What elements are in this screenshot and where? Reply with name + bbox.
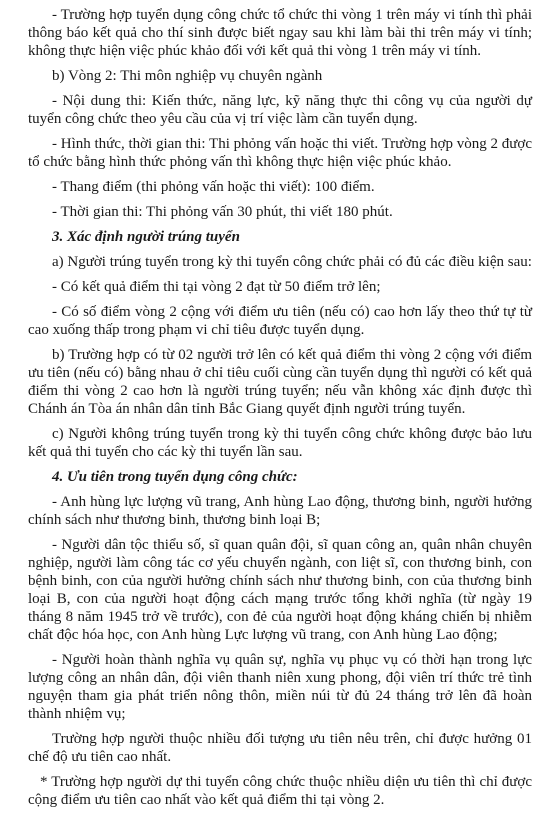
paragraph: - Hình thức, thời gian thi: Thi phỏng vấn hoặc thi viết. Trường hợp vòng 2 được tổ chức bằng hình thức phỏng vấn thì không thực hiện việc phúc khảo.: [28, 136, 532, 170]
paragraph: a) Người trúng tuyển trong kỳ thi tuyển công chức phải có đủ các điều kiện sau:: [52, 254, 532, 270]
paragraph: - Có số điểm vòng 2 cộng với điểm ưu tiên (nếu có) cao hơn lấy theo thứ tự từ cao xuống thấp trong phạm vi chỉ tiêu được tuyển dụng.: [28, 304, 532, 338]
footnote-paragraph: * Trường hợp người dự thi tuyển công chức thuộc nhiều diện ưu tiên thì chỉ được cộng điểm ưu tiên cao nhất vào kết quả điểm thi tại vòng 2.: [28, 774, 532, 808]
paragraph: - Có kết quả điểm thi tại vòng 2 đạt từ 50 điểm trở lên;: [52, 279, 381, 295]
paragraph: - Người dân tộc thiểu số, sĩ quan quân đội, sĩ quan công an, quân nhân chuyên nghiệp, người làm công tác cơ yếu chuyển ngành, con liệt sĩ, con thương binh, con bệnh binh, con của người hưởng chính sách như thương binh, con của thương binh loại B, con của người hoạt động cách mạng trước tổng khởi nghĩa (từ ngày 19 tháng 8 năm 1945 trở về trước), con đẻ của người hoạt động kháng chiến bị nhiễm chất độc hóa học, con Anh hùng Lực lượng vũ trang, con Anh hùng Lao động;: [28, 537, 532, 643]
paragraph: - Trường hợp tuyển dụng công chức tổ chức thi vòng 1 trên máy vi tính thì phải thông báo kết quả cho thí sinh được biết ngay sau khi làm bài thi trên máy vi tính; không thực hiện việc phúc khảo đối với kết quả thi vòng 1 trên máy vi tính.: [28, 7, 532, 59]
paragraph: - Anh hùng lực lượng vũ trang, Anh hùng Lao động, thương binh, người hưởng chính sách như thương binh, thương binh loại B;: [28, 494, 532, 528]
paragraph: - Thời gian thi: Thi phỏng vấn 30 phút, thi viết 180 phút.: [52, 204, 393, 220]
paragraph: - Nội dung thi: Kiến thức, năng lực, kỹ năng thực thi công vụ của người dự tuyển công chức theo yêu cầu của vị trí việc làm cần tuyển dụng.: [28, 93, 532, 127]
section-heading: 3. Xác định người trúng tuyển: [52, 229, 240, 245]
paragraph: - Người hoàn thành nghĩa vụ quân sự, nghĩa vụ phục vụ có thời hạn trong lực lượng công an nhân dân, đội viên thanh niên xung phong, đội viên trí thức trẻ tình nguyện tham gia phát triển nông thôn, miền núi từ đủ 24 tháng trở lên đã hoàn thành nhiệm vụ;: [28, 652, 532, 722]
section-heading: 4. Ưu tiên trong tuyển dụng công chức:: [52, 469, 298, 485]
paragraph: b) Vòng 2: Thi môn nghiệp vụ chuyên ngành: [52, 68, 323, 84]
paragraph: - Thang điểm (thi phỏng vấn hoặc thi viết): 100 điểm.: [52, 179, 375, 195]
paragraph: Trường hợp người thuộc nhiều đối tượng ưu tiên nêu trên, chỉ được hưởng 01 chế độ ưu tiên cao nhất.: [28, 731, 532, 765]
paragraph: c) Người không trúng tuyển trong kỳ thi tuyển công chức không được bảo lưu kết quả thi tuyển cho các kỳ thi tuyển lần sau.: [28, 426, 532, 460]
paragraph: b) Trường hợp có từ 02 người trở lên có kết quả điểm thi vòng 2 cộng với điểm ưu tiên (nếu có) bằng nhau ở chỉ tiêu cuối cùng cần tuyển dụng thì người có kết quả điểm thi vòng 2 cao hơn là người trúng tuyển; nếu vẫn không xác định được thì Chánh án Tòa án nhân dân tỉnh Bắc Giang quyết định người trúng tuyển.: [28, 347, 532, 417]
